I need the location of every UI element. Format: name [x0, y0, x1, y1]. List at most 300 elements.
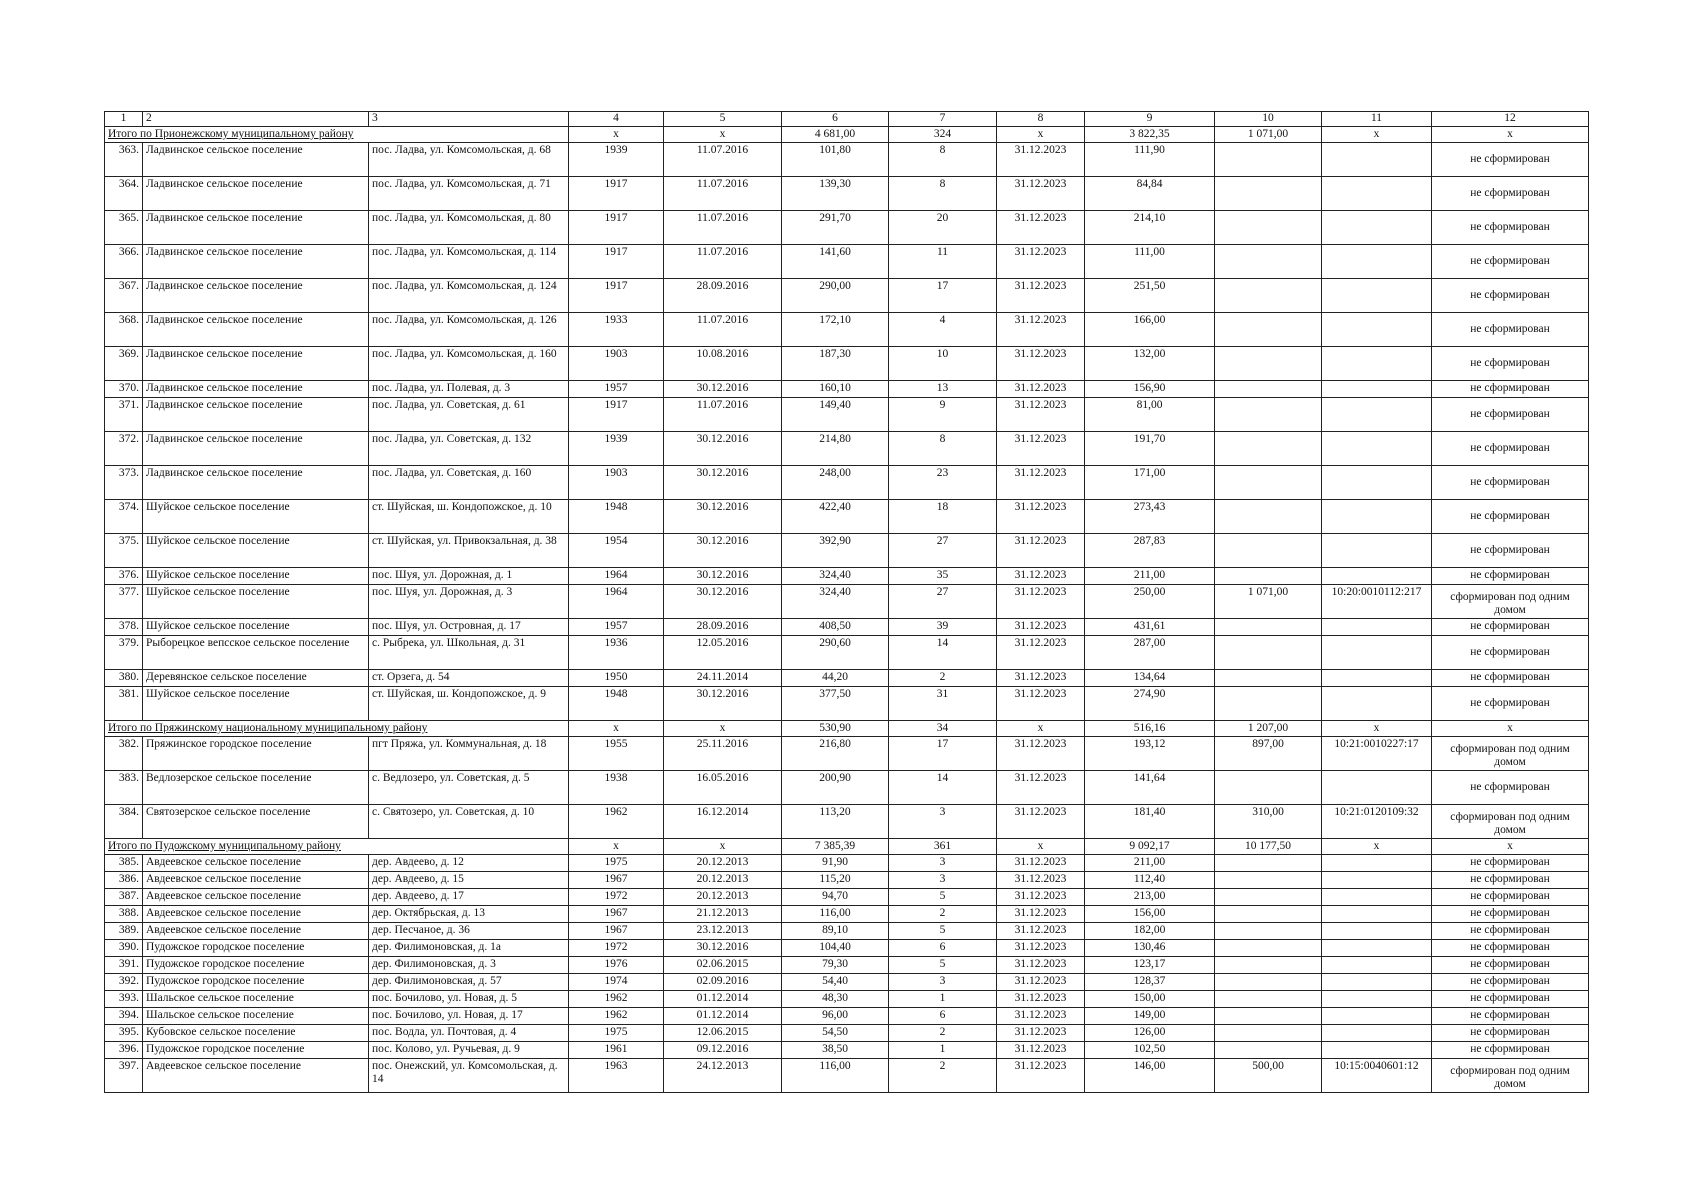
house-address: пос. Ладва, ул. Комсомольская, д. 68 — [369, 143, 569, 177]
cadastral-number — [1322, 636, 1432, 670]
recognition-date: 30.12.2016 — [664, 466, 782, 500]
row-number: 393. — [105, 991, 143, 1008]
land-area — [1215, 974, 1322, 991]
residents-count: 5 — [889, 923, 997, 940]
table-row — [105, 279, 1589, 313]
house-address: пос. Шуя, ул. Дорожная, д. 1 — [369, 568, 569, 585]
resettlement-deadline: 31.12.2023 — [997, 245, 1085, 279]
cadastral-number — [1322, 1042, 1432, 1059]
recognition-date: 01.12.2014 — [664, 1008, 782, 1025]
house-address: дер. Авдеево, д. 12 — [369, 855, 569, 872]
settlement-name: Пряжинское городское поселение — [143, 737, 369, 771]
cadastral-number — [1322, 381, 1432, 398]
residents-count: 8 — [889, 432, 997, 466]
cadastral-number — [1322, 177, 1432, 211]
land-status: не сформирован — [1432, 534, 1589, 568]
settlement-name: Авдеевское сельское поселение — [143, 906, 369, 923]
cadastral-number — [1322, 245, 1432, 279]
build-year: 1972 — [569, 940, 664, 957]
land-status: не сформирован — [1432, 432, 1589, 466]
land-area — [1215, 245, 1322, 279]
col9-value: 211,00 — [1085, 855, 1215, 872]
settlement-name: Ладвинское сельское поселение — [143, 143, 369, 177]
house-address: дер. Песчаное, д. 36 — [369, 923, 569, 940]
build-year: 1975 — [569, 855, 664, 872]
land-area — [1215, 670, 1322, 687]
land-status: сформирован под одним домом — [1432, 805, 1589, 839]
resettlement-deadline: 31.12.2023 — [997, 1042, 1085, 1059]
residents-count: 13 — [889, 381, 997, 398]
recognition-date: 23.12.2013 — [664, 923, 782, 940]
settlement-name: Авдеевское сельское поселение — [143, 855, 369, 872]
build-year: 1939 — [569, 432, 664, 466]
col9-value: 111,00 — [1085, 245, 1215, 279]
row-number: 386. — [105, 872, 143, 889]
land-area — [1215, 687, 1322, 721]
total-c10: 10 177,50 — [1215, 839, 1322, 855]
build-year: 1964 — [569, 585, 664, 619]
house-address: дер. Авдеево, д. 15 — [369, 872, 569, 889]
resettlement-deadline: 31.12.2023 — [997, 636, 1085, 670]
resettlement-deadline: 31.12.2023 — [997, 687, 1085, 721]
cadastral-number — [1322, 143, 1432, 177]
recognition-date: 30.12.2016 — [664, 568, 782, 585]
land-status: не сформирован — [1432, 1025, 1589, 1042]
total-c10: 1 071,00 — [1215, 127, 1322, 143]
col9-value: 211,00 — [1085, 568, 1215, 585]
table-row — [105, 940, 1589, 957]
settlement-name: Авдеевское сельское поселение — [143, 872, 369, 889]
house-address: пос. Шуя, ул. Островная, д. 17 — [369, 619, 569, 636]
row-number: 364. — [105, 177, 143, 211]
house-address: пос. Ладва, ул. Советская, д. 61 — [369, 398, 569, 432]
build-year: 1967 — [569, 923, 664, 940]
house-address: пос. Ладва, ул. Комсомольская, д. 114 — [369, 245, 569, 279]
land-area: 500,00 — [1215, 1059, 1322, 1093]
row-number: 376. — [105, 568, 143, 585]
house-area: 48,30 — [782, 991, 889, 1008]
land-status: сформирован под одним домом — [1432, 737, 1589, 771]
housing-register-table — [104, 111, 1589, 1093]
build-year: 1950 — [569, 670, 664, 687]
row-number: 378. — [105, 619, 143, 636]
house-area: 187,30 — [782, 347, 889, 381]
cadastral-number — [1322, 1025, 1432, 1042]
cadastral-number — [1322, 771, 1432, 805]
build-year: 1957 — [569, 619, 664, 636]
resettlement-deadline: 31.12.2023 — [997, 279, 1085, 313]
residents-count: 18 — [889, 500, 997, 534]
recognition-date: 30.12.2016 — [664, 500, 782, 534]
house-area: 116,00 — [782, 906, 889, 923]
resettlement-deadline: 31.12.2023 — [997, 534, 1085, 568]
table-row — [105, 568, 1589, 585]
col9-value: 287,00 — [1085, 636, 1215, 670]
col9-value: 112,40 — [1085, 872, 1215, 889]
total-c4: x — [569, 839, 664, 855]
house-area: 94,70 — [782, 889, 889, 906]
recognition-date: 11.07.2016 — [664, 143, 782, 177]
district-total-row — [105, 839, 1589, 855]
row-number: 363. — [105, 143, 143, 177]
land-area — [1215, 568, 1322, 585]
table-row — [105, 432, 1589, 466]
table-row — [105, 534, 1589, 568]
house-area: 91,90 — [782, 855, 889, 872]
settlement-name: Авдеевское сельское поселение — [143, 889, 369, 906]
table-row — [105, 889, 1589, 906]
table-row — [105, 347, 1589, 381]
residents-count: 17 — [889, 279, 997, 313]
land-status: не сформирован — [1432, 245, 1589, 279]
land-status: не сформирован — [1432, 906, 1589, 923]
col9-value: 123,17 — [1085, 957, 1215, 974]
land-status: сформирован под одним домом — [1432, 585, 1589, 619]
row-number: 367. — [105, 279, 143, 313]
col9-value: 214,10 — [1085, 211, 1215, 245]
house-address: пос. Бочилово, ул. Новая, д. 5 — [369, 991, 569, 1008]
col-number: 12 — [1432, 112, 1589, 127]
land-area — [1215, 534, 1322, 568]
row-number: 373. — [105, 466, 143, 500]
recognition-date: 02.09.2016 — [664, 974, 782, 991]
recognition-date: 16.12.2014 — [664, 805, 782, 839]
land-area — [1215, 466, 1322, 500]
col9-value: 273,43 — [1085, 500, 1215, 534]
build-year: 1955 — [569, 737, 664, 771]
residents-count: 5 — [889, 957, 997, 974]
residents-count: 1 — [889, 1042, 997, 1059]
recognition-date: 11.07.2016 — [664, 398, 782, 432]
cadastral-number: 10:15:0040601:12 — [1322, 1059, 1432, 1093]
table-row — [105, 585, 1589, 619]
settlement-name: Рыборецкое вепсское сельское поселение — [143, 636, 369, 670]
build-year: 1917 — [569, 279, 664, 313]
land-area — [1215, 855, 1322, 872]
build-year: 1917 — [569, 211, 664, 245]
row-number: 366. — [105, 245, 143, 279]
total-c11: x — [1322, 839, 1432, 855]
land-status: не сформирован — [1432, 177, 1589, 211]
land-status: не сформирован — [1432, 855, 1589, 872]
col9-value: 146,00 — [1085, 1059, 1215, 1093]
recognition-date: 20.12.2013 — [664, 855, 782, 872]
land-status: не сформирован — [1432, 974, 1589, 991]
build-year: 1976 — [569, 957, 664, 974]
row-number: 387. — [105, 889, 143, 906]
row-number: 382. — [105, 737, 143, 771]
build-year: 1975 — [569, 1025, 664, 1042]
row-number: 375. — [105, 534, 143, 568]
row-number: 390. — [105, 940, 143, 957]
table-row — [105, 855, 1589, 872]
land-status: не сформирован — [1432, 619, 1589, 636]
cadastral-number — [1322, 670, 1432, 687]
resettlement-deadline: 31.12.2023 — [997, 974, 1085, 991]
col-number: 10 — [1215, 112, 1322, 127]
resettlement-deadline: 31.12.2023 — [997, 670, 1085, 687]
table-row — [105, 177, 1589, 211]
table-row — [105, 991, 1589, 1008]
recognition-date: 11.07.2016 — [664, 211, 782, 245]
house-address: дер. Октябрьская, д. 13 — [369, 906, 569, 923]
build-year: 1939 — [569, 143, 664, 177]
cadastral-number — [1322, 313, 1432, 347]
recognition-date: 28.09.2016 — [664, 619, 782, 636]
settlement-name: Пудожское городское поселение — [143, 940, 369, 957]
residents-count: 6 — [889, 940, 997, 957]
residents-count: 3 — [889, 974, 997, 991]
residents-count: 5 — [889, 889, 997, 906]
settlement-name: Ладвинское сельское поселение — [143, 398, 369, 432]
table-row — [105, 398, 1589, 432]
col9-value: 287,83 — [1085, 534, 1215, 568]
house-address: ст. Шуйская, ш. Кондопожское, д. 10 — [369, 500, 569, 534]
col9-value: 134,64 — [1085, 670, 1215, 687]
recognition-date: 24.12.2013 — [664, 1059, 782, 1093]
table-row — [105, 771, 1589, 805]
col9-value: 126,00 — [1085, 1025, 1215, 1042]
land-area: 897,00 — [1215, 737, 1322, 771]
house-area: 408,50 — [782, 619, 889, 636]
cadastral-number: 10:20:0010112:217 — [1322, 585, 1432, 619]
total-c6: 530,90 — [782, 721, 889, 737]
col9-value: 81,00 — [1085, 398, 1215, 432]
resettlement-deadline: 31.12.2023 — [997, 1008, 1085, 1025]
total-c6: 4 681,00 — [782, 127, 889, 143]
row-number: 381. — [105, 687, 143, 721]
row-number: 365. — [105, 211, 143, 245]
settlement-name: Ладвинское сельское поселение — [143, 347, 369, 381]
row-number: 374. — [105, 500, 143, 534]
col9-value: 111,90 — [1085, 143, 1215, 177]
house-area: 248,00 — [782, 466, 889, 500]
resettlement-deadline: 31.12.2023 — [997, 906, 1085, 923]
settlement-name: Шальское сельское поселение — [143, 991, 369, 1008]
col9-value: 193,12 — [1085, 737, 1215, 771]
resettlement-deadline: 31.12.2023 — [997, 177, 1085, 211]
land-area — [1215, 398, 1322, 432]
cadastral-number — [1322, 619, 1432, 636]
row-number: 370. — [105, 381, 143, 398]
col9-value: 156,90 — [1085, 381, 1215, 398]
land-status: не сформирован — [1432, 568, 1589, 585]
house-address: пос. Ладва, ул. Комсомольская, д. 126 — [369, 313, 569, 347]
build-year: 1917 — [569, 177, 664, 211]
resettlement-deadline: 31.12.2023 — [997, 737, 1085, 771]
land-status: не сформирован — [1432, 313, 1589, 347]
cadastral-number — [1322, 889, 1432, 906]
resettlement-deadline: 31.12.2023 — [997, 432, 1085, 466]
residents-count: 2 — [889, 1059, 997, 1093]
land-area — [1215, 636, 1322, 670]
house-area: 324,40 — [782, 568, 889, 585]
table-row — [105, 381, 1589, 398]
house-address: дер. Филимоновская, д. 57 — [369, 974, 569, 991]
residents-count: 23 — [889, 466, 997, 500]
col9-value: 171,00 — [1085, 466, 1215, 500]
resettlement-deadline: 31.12.2023 — [997, 211, 1085, 245]
settlement-name: Святозерское сельское поселение — [143, 805, 369, 839]
build-year: 1961 — [569, 1042, 664, 1059]
row-number: 372. — [105, 432, 143, 466]
build-year: 1972 — [569, 889, 664, 906]
col9-value: 130,46 — [1085, 940, 1215, 957]
total-c11: x — [1322, 721, 1432, 737]
house-address: пос. Онежский, ул. Комсомольская, д. 14 — [369, 1059, 569, 1093]
resettlement-deadline: 31.12.2023 — [997, 805, 1085, 839]
house-area: 89,10 — [782, 923, 889, 940]
house-area: 54,50 — [782, 1025, 889, 1042]
total-c8: x — [997, 839, 1085, 855]
house-address: с. Рыбрека, ул. Школьная, д. 31 — [369, 636, 569, 670]
col9-value: 213,00 — [1085, 889, 1215, 906]
build-year: 1963 — [569, 1059, 664, 1093]
table-row — [105, 1042, 1589, 1059]
land-area — [1215, 211, 1322, 245]
table-row — [105, 906, 1589, 923]
build-year: 1903 — [569, 466, 664, 500]
recognition-date: 21.12.2013 — [664, 906, 782, 923]
settlement-name: Шуйское сельское поселение — [143, 619, 369, 636]
table-row — [105, 737, 1589, 771]
land-status: не сформирован — [1432, 670, 1589, 687]
table-row — [105, 619, 1589, 636]
row-number: 380. — [105, 670, 143, 687]
resettlement-deadline: 31.12.2023 — [997, 991, 1085, 1008]
land-status: не сформирован — [1432, 957, 1589, 974]
house-area: 290,60 — [782, 636, 889, 670]
table-row — [105, 1008, 1589, 1025]
row-number: 377. — [105, 585, 143, 619]
land-area — [1215, 1008, 1322, 1025]
build-year: 1957 — [569, 381, 664, 398]
settlement-name: Ладвинское сельское поселение — [143, 211, 369, 245]
col9-value: 166,00 — [1085, 313, 1215, 347]
settlement-name: Пудожское городское поселение — [143, 957, 369, 974]
col-number: 5 — [664, 112, 782, 127]
table-row — [105, 872, 1589, 889]
house-address: дер. Филимоновская, д. 1а — [369, 940, 569, 957]
build-year: 1954 — [569, 534, 664, 568]
resettlement-deadline: 31.12.2023 — [997, 143, 1085, 177]
residents-count: 1 — [889, 991, 997, 1008]
recognition-date: 02.06.2015 — [664, 957, 782, 974]
row-number: 388. — [105, 906, 143, 923]
total-c9: 3 822,35 — [1085, 127, 1215, 143]
settlement-name: Ладвинское сельское поселение — [143, 245, 369, 279]
total-c10: 1 207,00 — [1215, 721, 1322, 737]
land-area — [1215, 347, 1322, 381]
row-number: 391. — [105, 957, 143, 974]
row-number: 383. — [105, 771, 143, 805]
residents-count: 3 — [889, 872, 997, 889]
resettlement-deadline: 31.12.2023 — [997, 347, 1085, 381]
document-sheet — [104, 111, 1589, 1093]
resettlement-deadline: 31.12.2023 — [997, 585, 1085, 619]
house-area: 38,50 — [782, 1042, 889, 1059]
col-number: 3 — [369, 112, 569, 127]
table-row — [105, 500, 1589, 534]
resettlement-deadline: 31.12.2023 — [997, 923, 1085, 940]
land-area — [1215, 923, 1322, 940]
house-area: 44,20 — [782, 670, 889, 687]
table-row — [105, 1025, 1589, 1042]
land-area — [1215, 1025, 1322, 1042]
district-total-row — [105, 127, 1589, 143]
land-status: не сформирован — [1432, 143, 1589, 177]
col-number: 1 — [105, 112, 143, 127]
house-area: 290,00 — [782, 279, 889, 313]
land-area: 310,00 — [1215, 805, 1322, 839]
recognition-date: 30.12.2016 — [664, 432, 782, 466]
residents-count: 27 — [889, 534, 997, 568]
settlement-name: Авдеевское сельское поселение — [143, 923, 369, 940]
house-address: ст. Орзега, д. 54 — [369, 670, 569, 687]
total-c12: x — [1432, 721, 1589, 737]
column-number-row — [105, 112, 1589, 127]
residents-count: 31 — [889, 687, 997, 721]
house-address: пос. Бочилово, ул. Новая, д. 17 — [369, 1008, 569, 1025]
total-c12: x — [1432, 839, 1589, 855]
resettlement-deadline: 31.12.2023 — [997, 568, 1085, 585]
table-row — [105, 466, 1589, 500]
house-address: с. Ведлозеро, ул. Советская, д. 5 — [369, 771, 569, 805]
total-c7: 361 — [889, 839, 997, 855]
resettlement-deadline: 31.12.2023 — [997, 889, 1085, 906]
residents-count: 39 — [889, 619, 997, 636]
col9-value: 156,00 — [1085, 906, 1215, 923]
col9-value: 181,40 — [1085, 805, 1215, 839]
house-area: 377,50 — [782, 687, 889, 721]
house-area: 79,30 — [782, 957, 889, 974]
cadastral-number — [1322, 432, 1432, 466]
build-year: 1962 — [569, 1008, 664, 1025]
house-address: пос. Ладва, ул. Комсомольская, д. 160 — [369, 347, 569, 381]
house-address: пос. Колово, ул. Ручьевая, д. 9 — [369, 1042, 569, 1059]
settlement-name: Шуйское сельское поселение — [143, 687, 369, 721]
build-year: 1948 — [569, 500, 664, 534]
settlement-name: Ладвинское сельское поселение — [143, 381, 369, 398]
residents-count: 11 — [889, 245, 997, 279]
recognition-date: 11.07.2016 — [664, 245, 782, 279]
residents-count: 3 — [889, 855, 997, 872]
residents-count: 2 — [889, 906, 997, 923]
land-status: не сформирован — [1432, 771, 1589, 805]
recognition-date: 16.05.2016 — [664, 771, 782, 805]
recognition-date: 25.11.2016 — [664, 737, 782, 771]
recognition-date: 11.07.2016 — [664, 177, 782, 211]
residents-count: 3 — [889, 805, 997, 839]
build-year: 1967 — [569, 906, 664, 923]
total-c5: x — [664, 839, 782, 855]
row-number: 379. — [105, 636, 143, 670]
land-status: не сформирован — [1432, 687, 1589, 721]
cadastral-number — [1322, 687, 1432, 721]
col9-value: 141,64 — [1085, 771, 1215, 805]
residents-count: 35 — [889, 568, 997, 585]
house-area: 172,10 — [782, 313, 889, 347]
settlement-name: Ладвинское сельское поселение — [143, 432, 369, 466]
house-address: пос. Ладва, ул. Комсомольская, д. 80 — [369, 211, 569, 245]
residents-count: 6 — [889, 1008, 997, 1025]
residents-count: 10 — [889, 347, 997, 381]
house-area: 291,70 — [782, 211, 889, 245]
house-address: ст. Шуйская, ш. Кондопожское, д. 9 — [369, 687, 569, 721]
land-area — [1215, 381, 1322, 398]
col9-value: 251,50 — [1085, 279, 1215, 313]
house-address: пос. Водла, ул. Почтовая, д. 4 — [369, 1025, 569, 1042]
